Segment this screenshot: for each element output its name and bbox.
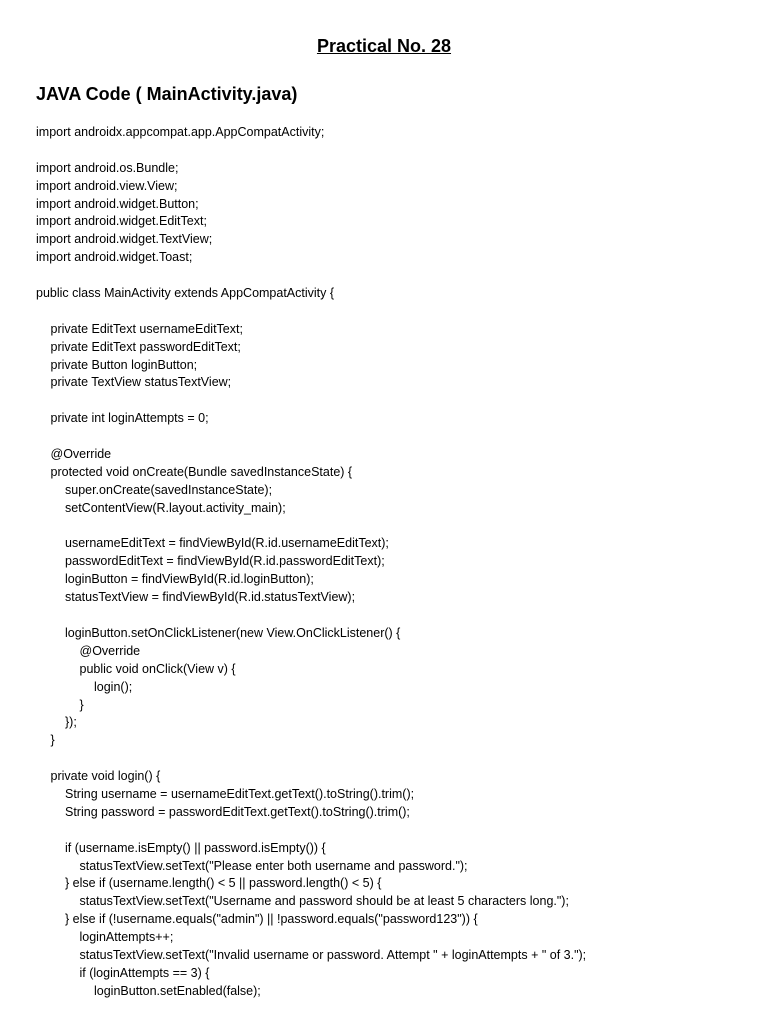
code-line [36,607,756,625]
code-line: login(); [94,679,133,694]
code-line: protected void onCreate(Bundle savedInstanceState) { [50,464,353,479]
page-title: Practical No. 28 [316,36,452,56]
code-line [36,518,756,536]
code-line: loginButton.setOnClickListener(new View.OnClickListener() { [65,625,401,640]
code-block [36,124,756,1001]
code-line: statusTextView = findViewById(R.id.statusTextView); [65,590,356,605]
code-line: } [79,697,84,712]
code-line: statusTextView.setText("Please enter both username and password."); [79,858,468,873]
code-line: public void onClick(View v) { [79,661,236,676]
code-line: import android.widget.Toast; [36,250,193,265]
code-line: setContentView(R.layout.activity_main); [65,500,286,515]
code-line: } [50,733,55,748]
code-line: statusTextView.setText("Username and password should be at least 5 characters long."); [79,894,569,909]
code-line: private int loginAttempts = 0; [50,411,209,426]
code-line: import android.os.Bundle; [36,160,179,175]
code-line: private EditText usernameEditText; [50,321,243,336]
code-line: private Button loginButton; [50,357,198,372]
code-line: import android.widget.EditText; [36,214,207,229]
code-line: import android.widget.TextView; [36,232,213,247]
code-line: public class MainActivity extends AppCompatActivity { [36,286,335,301]
code-line: }); [65,715,77,730]
code-line: if (username.isEmpty() || password.isEmpty()) { [65,840,326,855]
code-line [36,267,756,285]
code-line: statusTextView.setText("Invalid username or password. Attempt " + loginAttempts + " of 3."); [79,947,587,962]
code-line: private TextView statusTextView; [50,375,232,390]
section-heading: JAVA Code ( MainActivity.java) [36,84,298,104]
code-line: private void login() { [50,769,161,784]
code-line: passwordEditText = findViewById(R.id.passwordEditText); [65,554,385,569]
code-line: loginButton.setEnabled(false); [94,983,261,998]
code-line: import android.widget.Button; [36,196,199,211]
code-line [36,303,756,321]
code-line: } else if (!username.equals("admin") || !password.equals("password123")) { [65,912,478,927]
code-line: usernameEditText = findViewById(R.id.usernameEditText); [65,536,389,551]
code-line: super.onCreate(savedInstanceState); [65,482,273,497]
code-line [36,392,756,410]
code-line: @Override [50,447,112,462]
code-line: } else if (username.length() < 5 || password.length() < 5) { [65,876,382,891]
code-line [36,822,756,840]
code-line: String password = passwordEditText.getText().toString().trim(); [65,804,410,819]
code-line [36,750,756,768]
code-line: private EditText passwordEditText; [50,339,241,354]
code-line: loginButton = findViewById(R.id.loginButton); [65,572,314,587]
code-line: import androidx.appcompat.app.AppCompatActivity; [36,125,325,139]
code-line [36,142,756,160]
code-line: @Override [79,643,141,658]
code-line: if (loginAttempts == 3) { [79,965,210,980]
code-line: loginAttempts++; [79,930,174,945]
code-line [36,428,756,446]
code-line: String username = usernameEditText.getText().toString().trim(); [65,786,415,801]
code-line: import android.view.View; [36,178,178,193]
